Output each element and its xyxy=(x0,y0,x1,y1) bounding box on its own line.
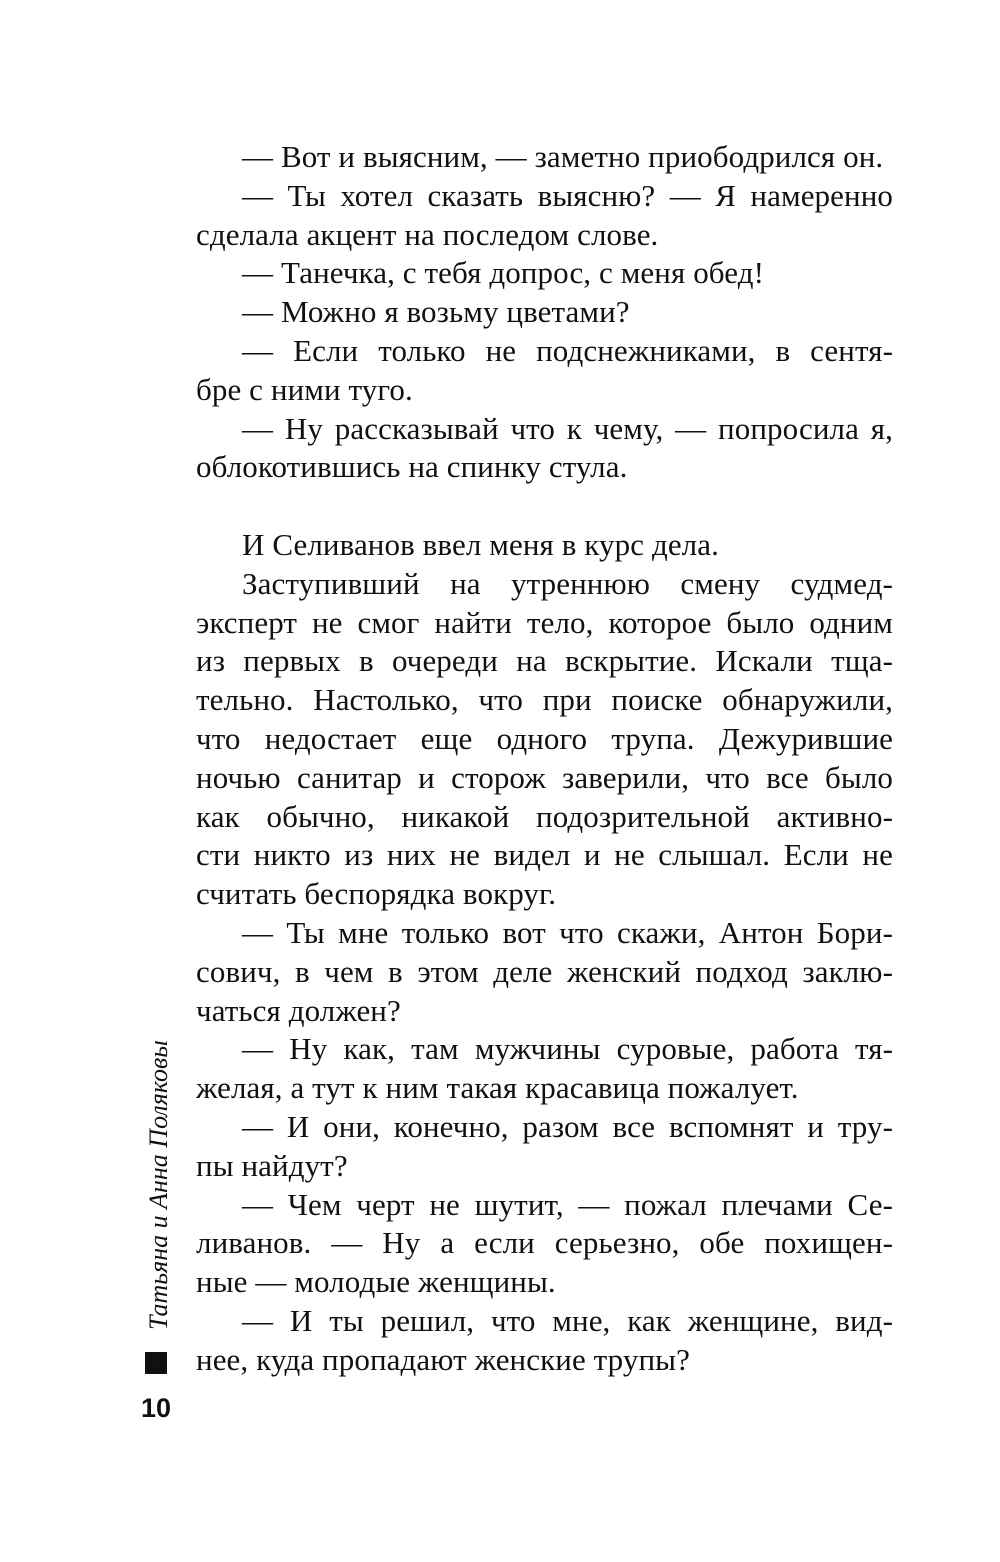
text-line: бре с ними туго. xyxy=(196,371,413,407)
text-line: Заступивший на утреннюю смену судмед- xyxy=(242,565,893,601)
text-line: — Вот и выясним, — заметно приободрился он. xyxy=(242,139,884,174)
square-bullet-marker xyxy=(145,1352,167,1374)
text-line: — И ты решил, что мне, как женщине, вид- xyxy=(242,1302,893,1338)
text-line: ные — молодые женщины. xyxy=(196,1264,556,1300)
text-line: считать беспорядка вокруг. xyxy=(196,876,557,912)
text-line: — Ну как, там мужчины суровые, работа тя- xyxy=(242,1031,893,1067)
text-line: чаться должен? xyxy=(196,992,401,1028)
text-line: ливанов. — Ну а если серьезно, обе похищен- xyxy=(196,1225,893,1261)
text-line: пы найдут? xyxy=(196,1147,348,1183)
text-line: сти никто из них не видел и не слышал. Если не xyxy=(196,837,893,873)
text-line: — Если только не подснежниками, в сентя- xyxy=(242,332,893,368)
text-line: облокотившись на спинку стула. xyxy=(196,449,628,485)
narrative-block xyxy=(196,526,893,1380)
text-line: И Селиванов ввел меня в курс дела. xyxy=(242,527,719,562)
text-line: сович, в чем в этом деле женский подход заклю- xyxy=(196,953,893,989)
text-line: — Ты хотел сказать выясню? — Я намеренно xyxy=(242,177,893,213)
text-line: тельно. Настолько, что при поиске обнаружили, xyxy=(196,682,893,718)
text-line: сделала акцент на последом слове. xyxy=(196,216,659,252)
text-line: — Ну рассказывай что к чему, — попросила я, xyxy=(242,410,893,446)
text-line: — Ты мне только вот что скажи, Антон Бори- xyxy=(242,914,893,950)
text-line: — Танечка, с тебя допрос, с меня обед! xyxy=(242,255,765,291)
text-line: эксперт не смог найти тело, которое было одним xyxy=(196,604,893,640)
text-line: ночью санитар и сторож заверили, что все было xyxy=(196,759,893,795)
running-head-author: Татьяна и Анна Поляковы xyxy=(144,1040,173,1330)
text-line: нее, куда пропадают женские трупы? xyxy=(196,1341,690,1377)
text-line: желая, а тут к ним такая красавица пожалует. xyxy=(196,1070,799,1106)
text-line: из первых в очереди на вскрытие. Искали тща- xyxy=(196,643,893,679)
page-number: 10 xyxy=(141,1393,172,1423)
text-line: — Можно я возьму цветами? xyxy=(242,294,630,330)
text-line: — И они, конечно, разом все вспомнят и тру- xyxy=(242,1108,893,1144)
text-line: что недостает еще одного трупа. Дежурившие xyxy=(196,720,893,756)
dialogue-block-top xyxy=(196,138,893,487)
text-line: как обычно, никакой подозрительной активно- xyxy=(196,798,893,834)
text-line: — Чем черт не шутит, — пожал плечами Се- xyxy=(242,1186,893,1222)
